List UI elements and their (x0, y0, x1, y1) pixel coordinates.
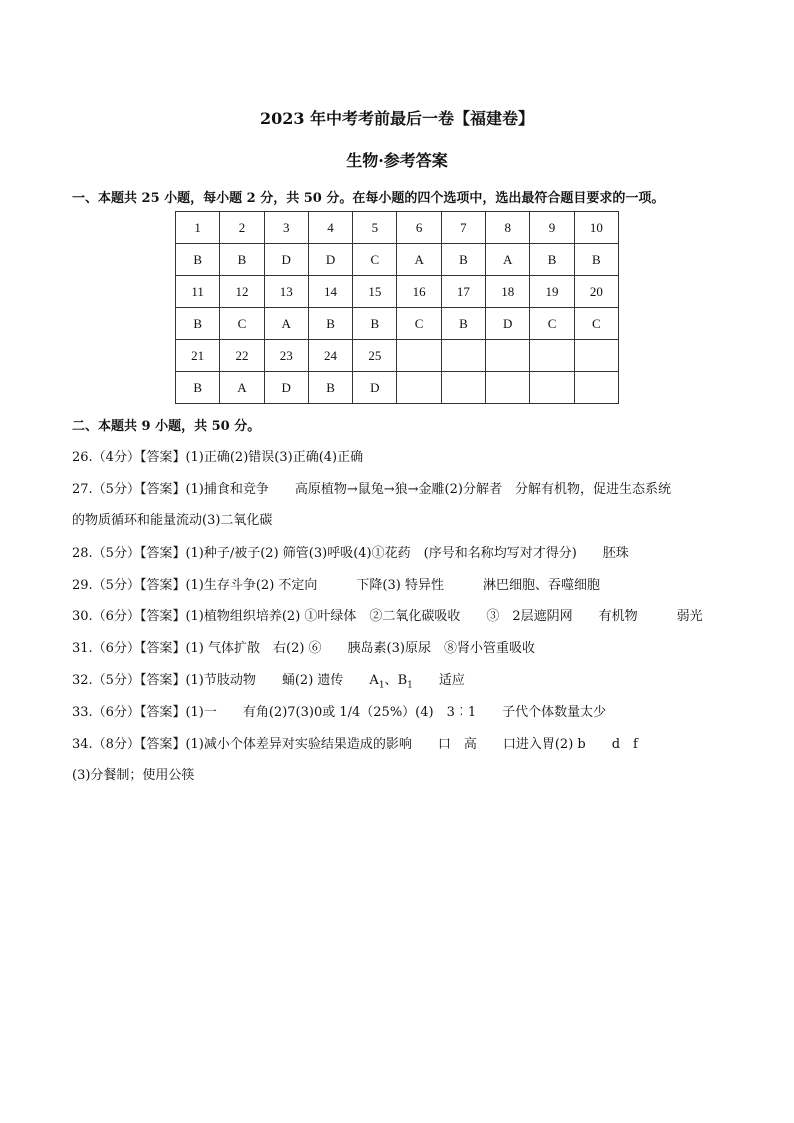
table-cell (574, 372, 618, 404)
table-cell: 12 (220, 276, 264, 308)
table-row (176, 308, 619, 340)
page-title: 2023 年中考考前最后一卷【福建卷】 (259, 109, 535, 128)
answer-q33: 33.（6分）【答案】(1)一 有角(2)7(3)0或 1/4（25%）(4) 3︰1 子代个体数量太少 (72, 705, 607, 720)
table-cell: B (220, 244, 264, 276)
table-cell: B (176, 244, 220, 276)
table-cell (397, 340, 441, 372)
table-cell: A (264, 308, 308, 340)
table-cell: B (441, 308, 485, 340)
answer-q34-continued: (3)分餐制；使用公筷 (72, 768, 195, 783)
table-cell (486, 372, 530, 404)
table-cell: 13 (264, 276, 308, 308)
table-cell: 3 (264, 212, 308, 244)
table-cell: 17 (441, 276, 485, 308)
allele-b: B (397, 673, 408, 688)
table-cell: B (441, 244, 485, 276)
table-cell: B (353, 308, 397, 340)
section1-heading: 一、本题共 25 小题，每小题 2 分，共 50 分。在每小题的四个选项中，选出最符合题目要求的一项。 (72, 191, 665, 206)
answer-q29: 29.（5分）【答案】(1)生存斗争(2) 不定向 下降(3) 特异性 淋巴细胞、吞噬细胞 (72, 578, 600, 593)
table-cell (441, 340, 485, 372)
page-subtitle: 生物·参考答案 (346, 151, 448, 170)
table-cell (486, 340, 530, 372)
table-row (176, 276, 619, 308)
answer-q27: 27.（5分）【答案】(1)捕食和竞争 高原植物→鼠兔→狼→金雕(2)分解者 分解有机物，促进生态系统 (72, 482, 671, 497)
table-cell: D (486, 308, 530, 340)
table-row (176, 212, 619, 244)
answer-table (175, 211, 619, 404)
table-cell (574, 340, 618, 372)
table-cell: 22 (220, 340, 264, 372)
table-cell: 20 (574, 276, 618, 308)
table-cell: 14 (308, 276, 352, 308)
table-cell: B (176, 308, 220, 340)
table-cell: 5 (353, 212, 397, 244)
allele-a: A (369, 673, 379, 688)
table-cell: 24 (308, 340, 352, 372)
section2-heading: 二、本题共 9 小题，共 50 分。 (72, 419, 261, 434)
answer-q32-text: 32.（5分）【答案】(1)节肢动物 蛹(2) 遗传 (72, 673, 370, 688)
table-cell: A (397, 244, 441, 276)
table-cell: B (176, 372, 220, 404)
table-cell (441, 372, 485, 404)
table-cell: A (220, 372, 264, 404)
table-cell: 4 (308, 212, 352, 244)
table-cell: C (397, 308, 441, 340)
table-cell (397, 372, 441, 404)
table-cell: 8 (486, 212, 530, 244)
answer-q28: 28.（5分）【答案】(1)种子/被子(2) 筛管(3)呼吸(4)①花药 (序号和名称均写对才得分) 胚珠 (72, 546, 629, 561)
table-cell: 19 (530, 276, 574, 308)
table-row (176, 340, 619, 372)
table-cell: 23 (264, 340, 308, 372)
table-cell: C (574, 308, 618, 340)
answer-q32 (72, 669, 465, 691)
table-cell: D (264, 244, 308, 276)
table-cell: 16 (397, 276, 441, 308)
table-cell: D (308, 244, 352, 276)
answer-q27-continued: 的物质循环和能量流动(3)二氧化碳 (72, 513, 273, 528)
table-cell: 18 (486, 276, 530, 308)
answer-q26: 26.（4分）【答案】(1)正确(2)错误(3)正确(4)正确 (72, 450, 364, 465)
table-cell: 10 (574, 212, 618, 244)
table-cell: B (308, 372, 352, 404)
table-cell: 6 (397, 212, 441, 244)
table-cell: B (574, 244, 618, 276)
table-cell: D (353, 372, 397, 404)
allele-b-subscript: 1 (407, 680, 413, 691)
table-cell: 2 (220, 212, 264, 244)
table-cell: 9 (530, 212, 574, 244)
table-cell: 21 (176, 340, 220, 372)
table-cell: 25 (353, 340, 397, 372)
table-cell: C (353, 244, 397, 276)
table-cell: 1 (176, 212, 220, 244)
table-cell: B (308, 308, 352, 340)
table-cell: C (530, 308, 574, 340)
answer-q34: 34.（8分）【答案】(1)减小个体差异对实验结果造成的影响 口 高 口进入胃(2) b d f (72, 737, 638, 752)
table-cell (530, 340, 574, 372)
table-cell: 11 (176, 276, 220, 308)
table-cell: B (530, 244, 574, 276)
answer-q31: 31.（6分）【答案】(1) 气体扩散 右(2) ⑥ 胰岛素(3)原尿 ⑧肾小管重吸收 (72, 641, 535, 656)
answer-q30: 30.（6分）【答案】(1)植物组织培养(2) ①叶绿体 ②二氧化碳吸收 ③ 2层遮阴网 有机物 弱光 (72, 609, 703, 624)
allele-a-subscript: 1 (378, 680, 385, 691)
table-cell: A (486, 244, 530, 276)
table-cell (530, 372, 574, 404)
allele-separator: 、 (384, 673, 398, 688)
table-cell: D (264, 372, 308, 404)
table-row (176, 244, 619, 276)
answer-q32-tail: 适应 (412, 673, 465, 688)
table-cell: 15 (353, 276, 397, 308)
table-cell: 7 (441, 212, 485, 244)
table-row (176, 372, 619, 404)
table-cell: C (220, 308, 264, 340)
